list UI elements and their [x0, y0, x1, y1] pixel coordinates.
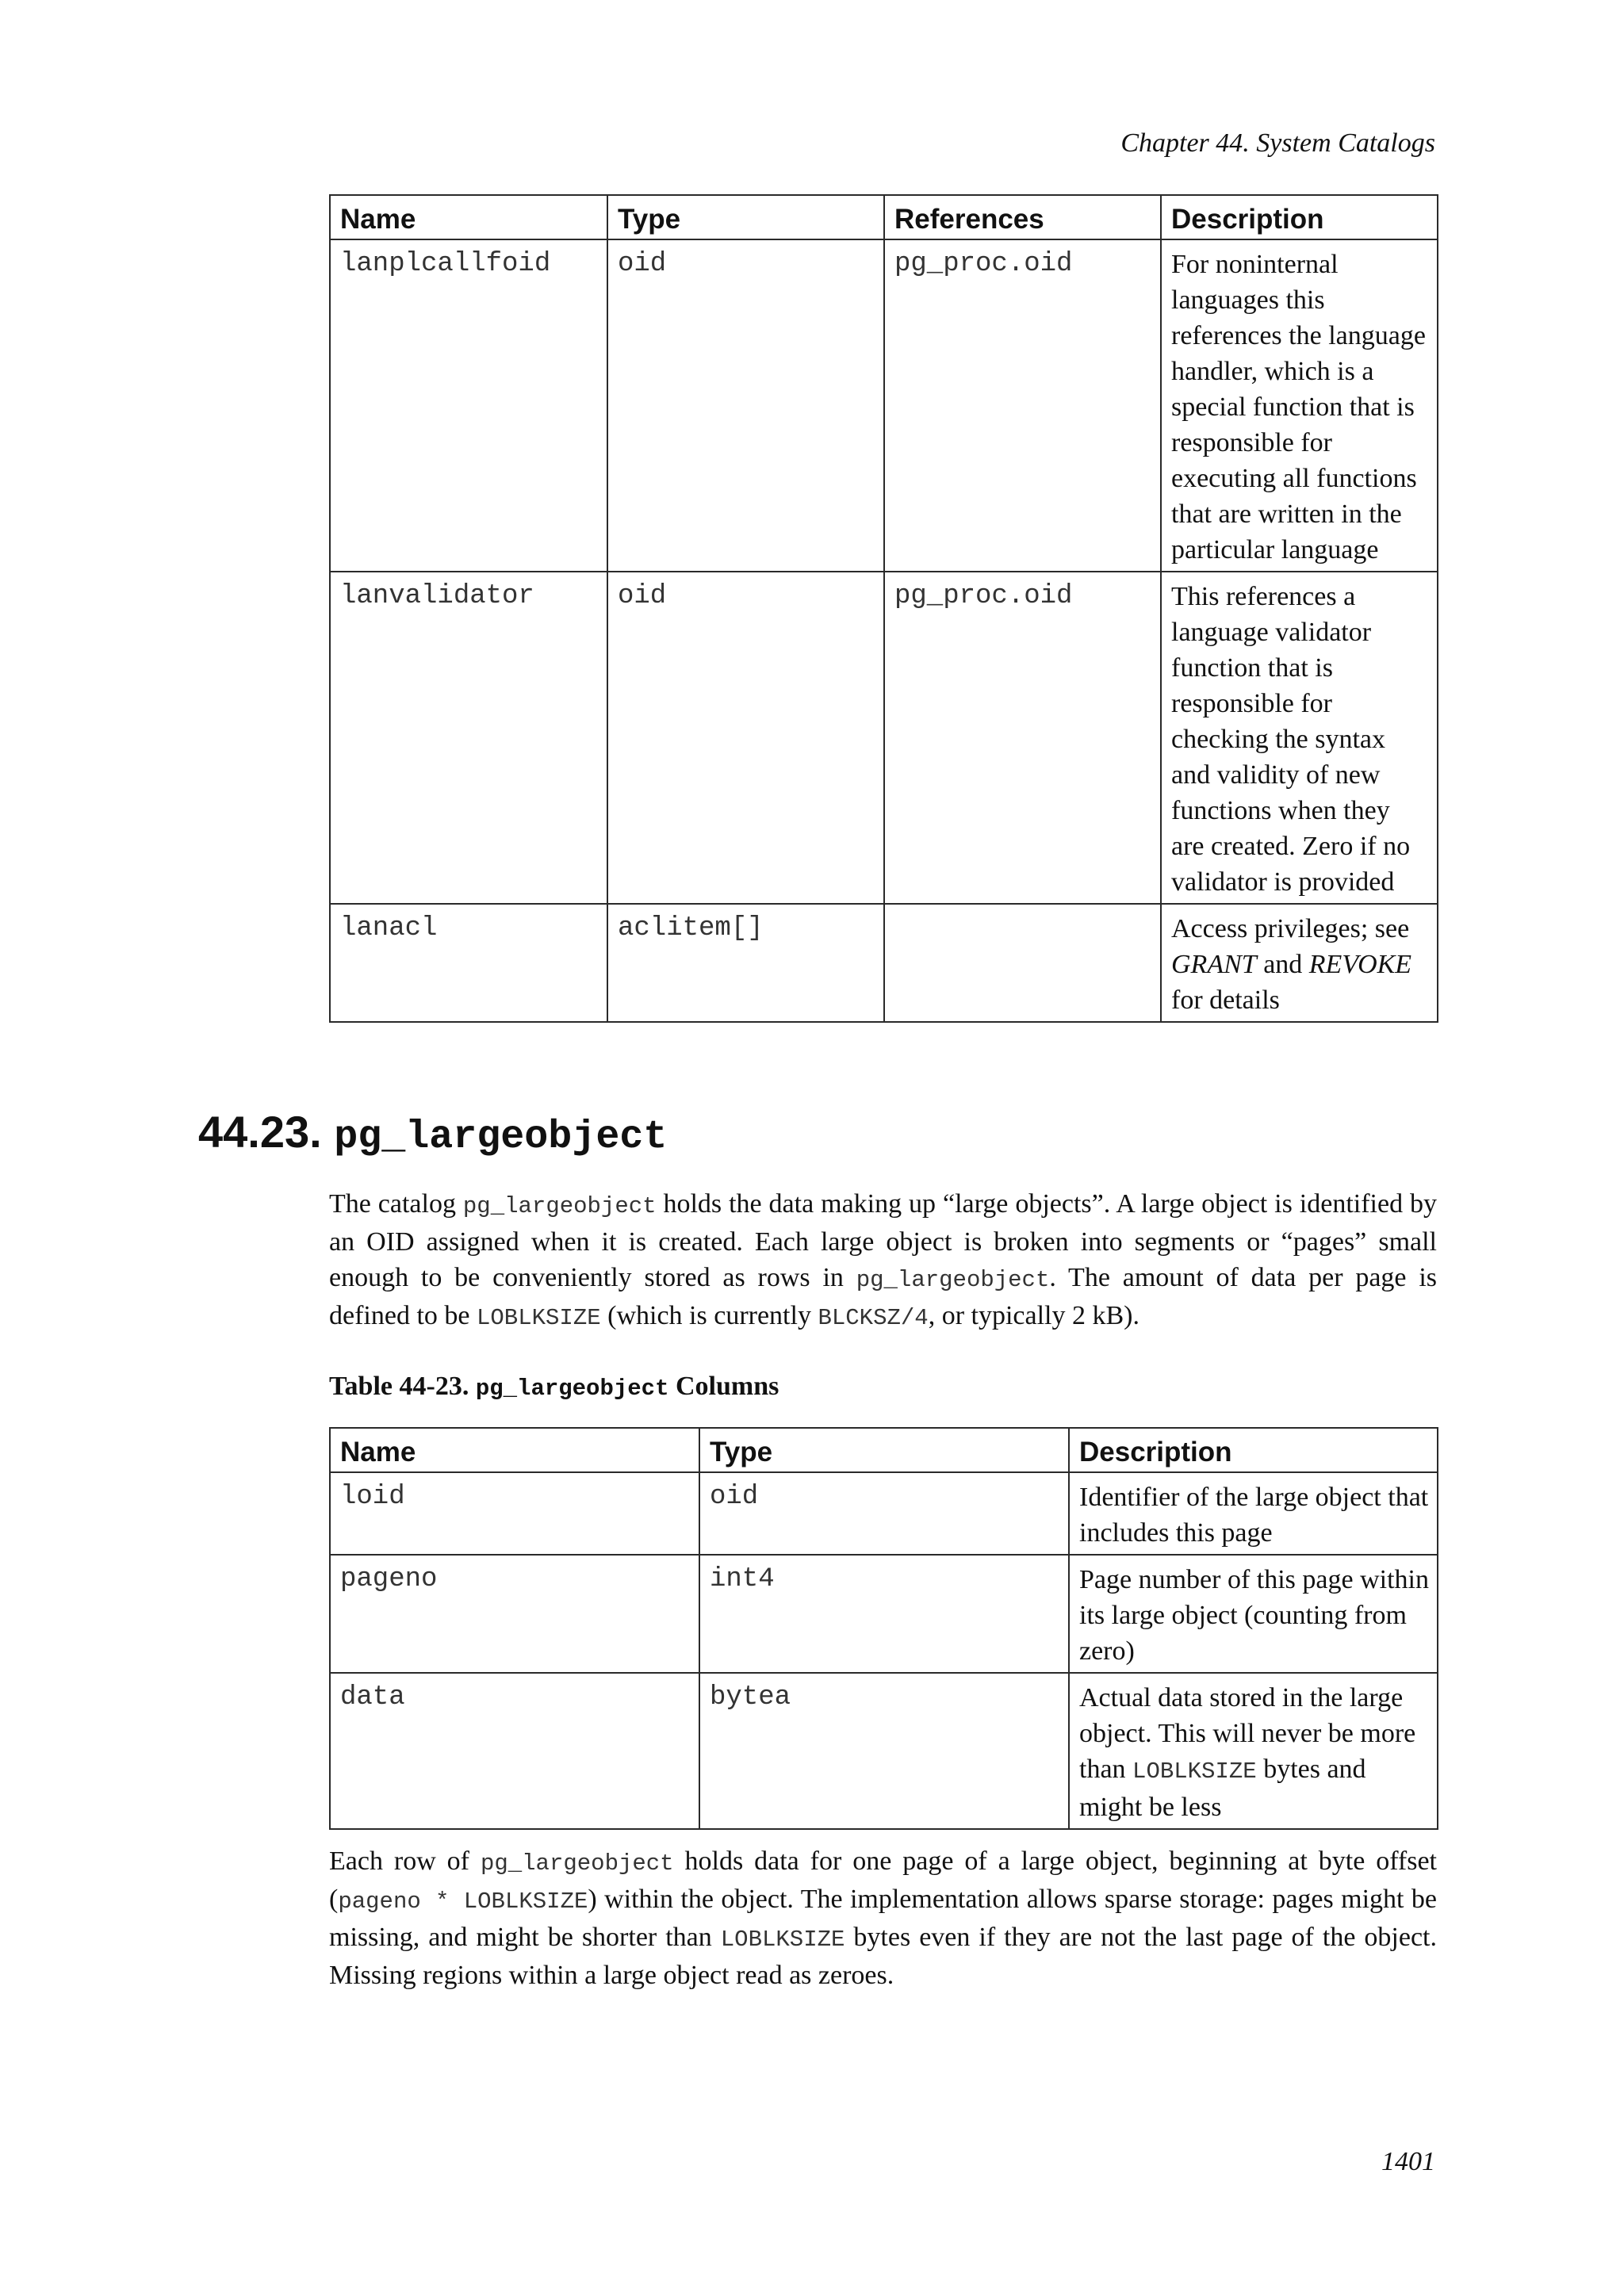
table-row	[330, 904, 1438, 1022]
largeobject-columns-table	[329, 1427, 1438, 1830]
cell-references: pg_proc.oid	[884, 239, 1161, 572]
cell-references: pg_proc.oid	[884, 572, 1161, 904]
cell-type: bytea	[699, 1673, 1069, 1829]
column-header-references: References	[884, 195, 1161, 239]
text: holds the data making up “large objects”. A large object is identified by an OID assigned when it is created. Each large object is broken into segments or “pages” small enough to be conveniently stored as rows in	[329, 1189, 1438, 1292]
text: . The amount of data per page is defined to be	[329, 1263, 1437, 1330]
page-number: 1401	[1381, 2147, 1435, 2176]
desc-text: Access privileges; see	[1171, 914, 1410, 943]
column-header-description: Description	[1161, 195, 1438, 239]
cell-description: For noninternal languages this references the language handler, which is a special function that is responsible for executing all functions that are written in the particular language	[1161, 239, 1438, 572]
column-header-type: Type	[607, 195, 884, 239]
cell-type: oid	[607, 239, 884, 572]
cell-description	[1069, 1673, 1438, 1829]
column-header-type: Type	[699, 1428, 1069, 1472]
cell-description: Page number of this page within its large object (counting from zero)	[1069, 1555, 1438, 1673]
text: The catalog	[329, 1189, 463, 1219]
cell-name: pageno	[330, 1555, 699, 1673]
cell-name: loid	[330, 1472, 699, 1555]
code-constant: LOBLKSIZE	[477, 1305, 601, 1331]
cell-type: aclitem[]	[607, 904, 884, 1022]
storage-paragraph	[329, 1843, 1437, 1993]
text: ) within the object. The implementation allows sparse storage: pages might be missing, and might be shorter than	[329, 1885, 1437, 1952]
desc-text: for details	[1171, 985, 1280, 1015]
desc-text: and	[1256, 950, 1309, 979]
code-catalog: pg_largeobject	[462, 1193, 657, 1219]
cell-description	[1161, 904, 1438, 1022]
code-constant: LOBLKSIZE	[1132, 1758, 1257, 1785]
caption-suffix: Columns	[668, 1372, 779, 1401]
cell-type: oid	[607, 572, 884, 904]
cell-type: oid	[699, 1472, 1069, 1555]
table-caption	[329, 1372, 779, 1402]
text: (which is currently	[600, 1301, 818, 1330]
code-constant: LOBLKSIZE	[720, 1927, 845, 1953]
desc-text: Actual data stored in the large object. This will never be more than	[1079, 1683, 1416, 1784]
section-number: 44.23.	[198, 1107, 322, 1157]
desc-text: bytes and might be less	[1079, 1755, 1366, 1822]
link-grant[interactable]: GRANT	[1171, 950, 1257, 979]
text: Each row of	[329, 1846, 481, 1876]
cell-description: This references a language validator function that is responsible for checking the syntax and validity of new functions when they are created. Zero if no validator is provided	[1161, 572, 1438, 904]
cell-type: int4	[699, 1555, 1069, 1673]
table-header-row	[330, 1428, 1438, 1472]
code-constant: BLCKSZ/4	[818, 1305, 929, 1331]
caption-prefix: Table 44-23.	[329, 1372, 476, 1401]
caption-code: pg_largeobject	[475, 1376, 669, 1402]
table-row	[330, 239, 1438, 572]
cell-name: lanplcallfoid	[330, 239, 607, 572]
cell-name: lanvalidator	[330, 572, 607, 904]
code-catalog: pg_largeobject	[480, 1850, 674, 1877]
table-row	[330, 1472, 1438, 1555]
intro-paragraph	[329, 1186, 1437, 1336]
link-revoke[interactable]: REVOKE	[1308, 950, 1412, 979]
table-row	[330, 572, 1438, 904]
language-columns-table-continued	[329, 194, 1438, 1023]
table-row	[330, 1555, 1438, 1673]
table-row	[330, 1673, 1438, 1829]
text: , or typically 2 kB).	[928, 1301, 1139, 1330]
running-head: Chapter 44. System Catalogs	[1120, 128, 1435, 158]
code-expression: pageno * LOBLKSIZE	[338, 1888, 588, 1915]
cell-references	[884, 904, 1161, 1022]
text: bytes even if they are not the last page of the object. Missing regions within a large object read as zeroes.	[329, 1923, 1437, 1990]
section-name: pg_largeobject	[334, 1115, 668, 1160]
column-header-name: Name	[330, 1428, 699, 1472]
cell-name: data	[330, 1673, 699, 1829]
text: holds data for one page of a large object, beginning at byte offset (	[329, 1846, 1438, 1914]
cell-name: lanacl	[330, 904, 607, 1022]
section-heading	[198, 1106, 667, 1160]
cell-description: Identifier of the large object that includes this page	[1069, 1472, 1438, 1555]
table-header-row	[330, 195, 1438, 239]
column-header-description: Description	[1069, 1428, 1438, 1472]
column-header-name: Name	[330, 195, 607, 239]
code-catalog: pg_largeobject	[856, 1267, 1050, 1293]
